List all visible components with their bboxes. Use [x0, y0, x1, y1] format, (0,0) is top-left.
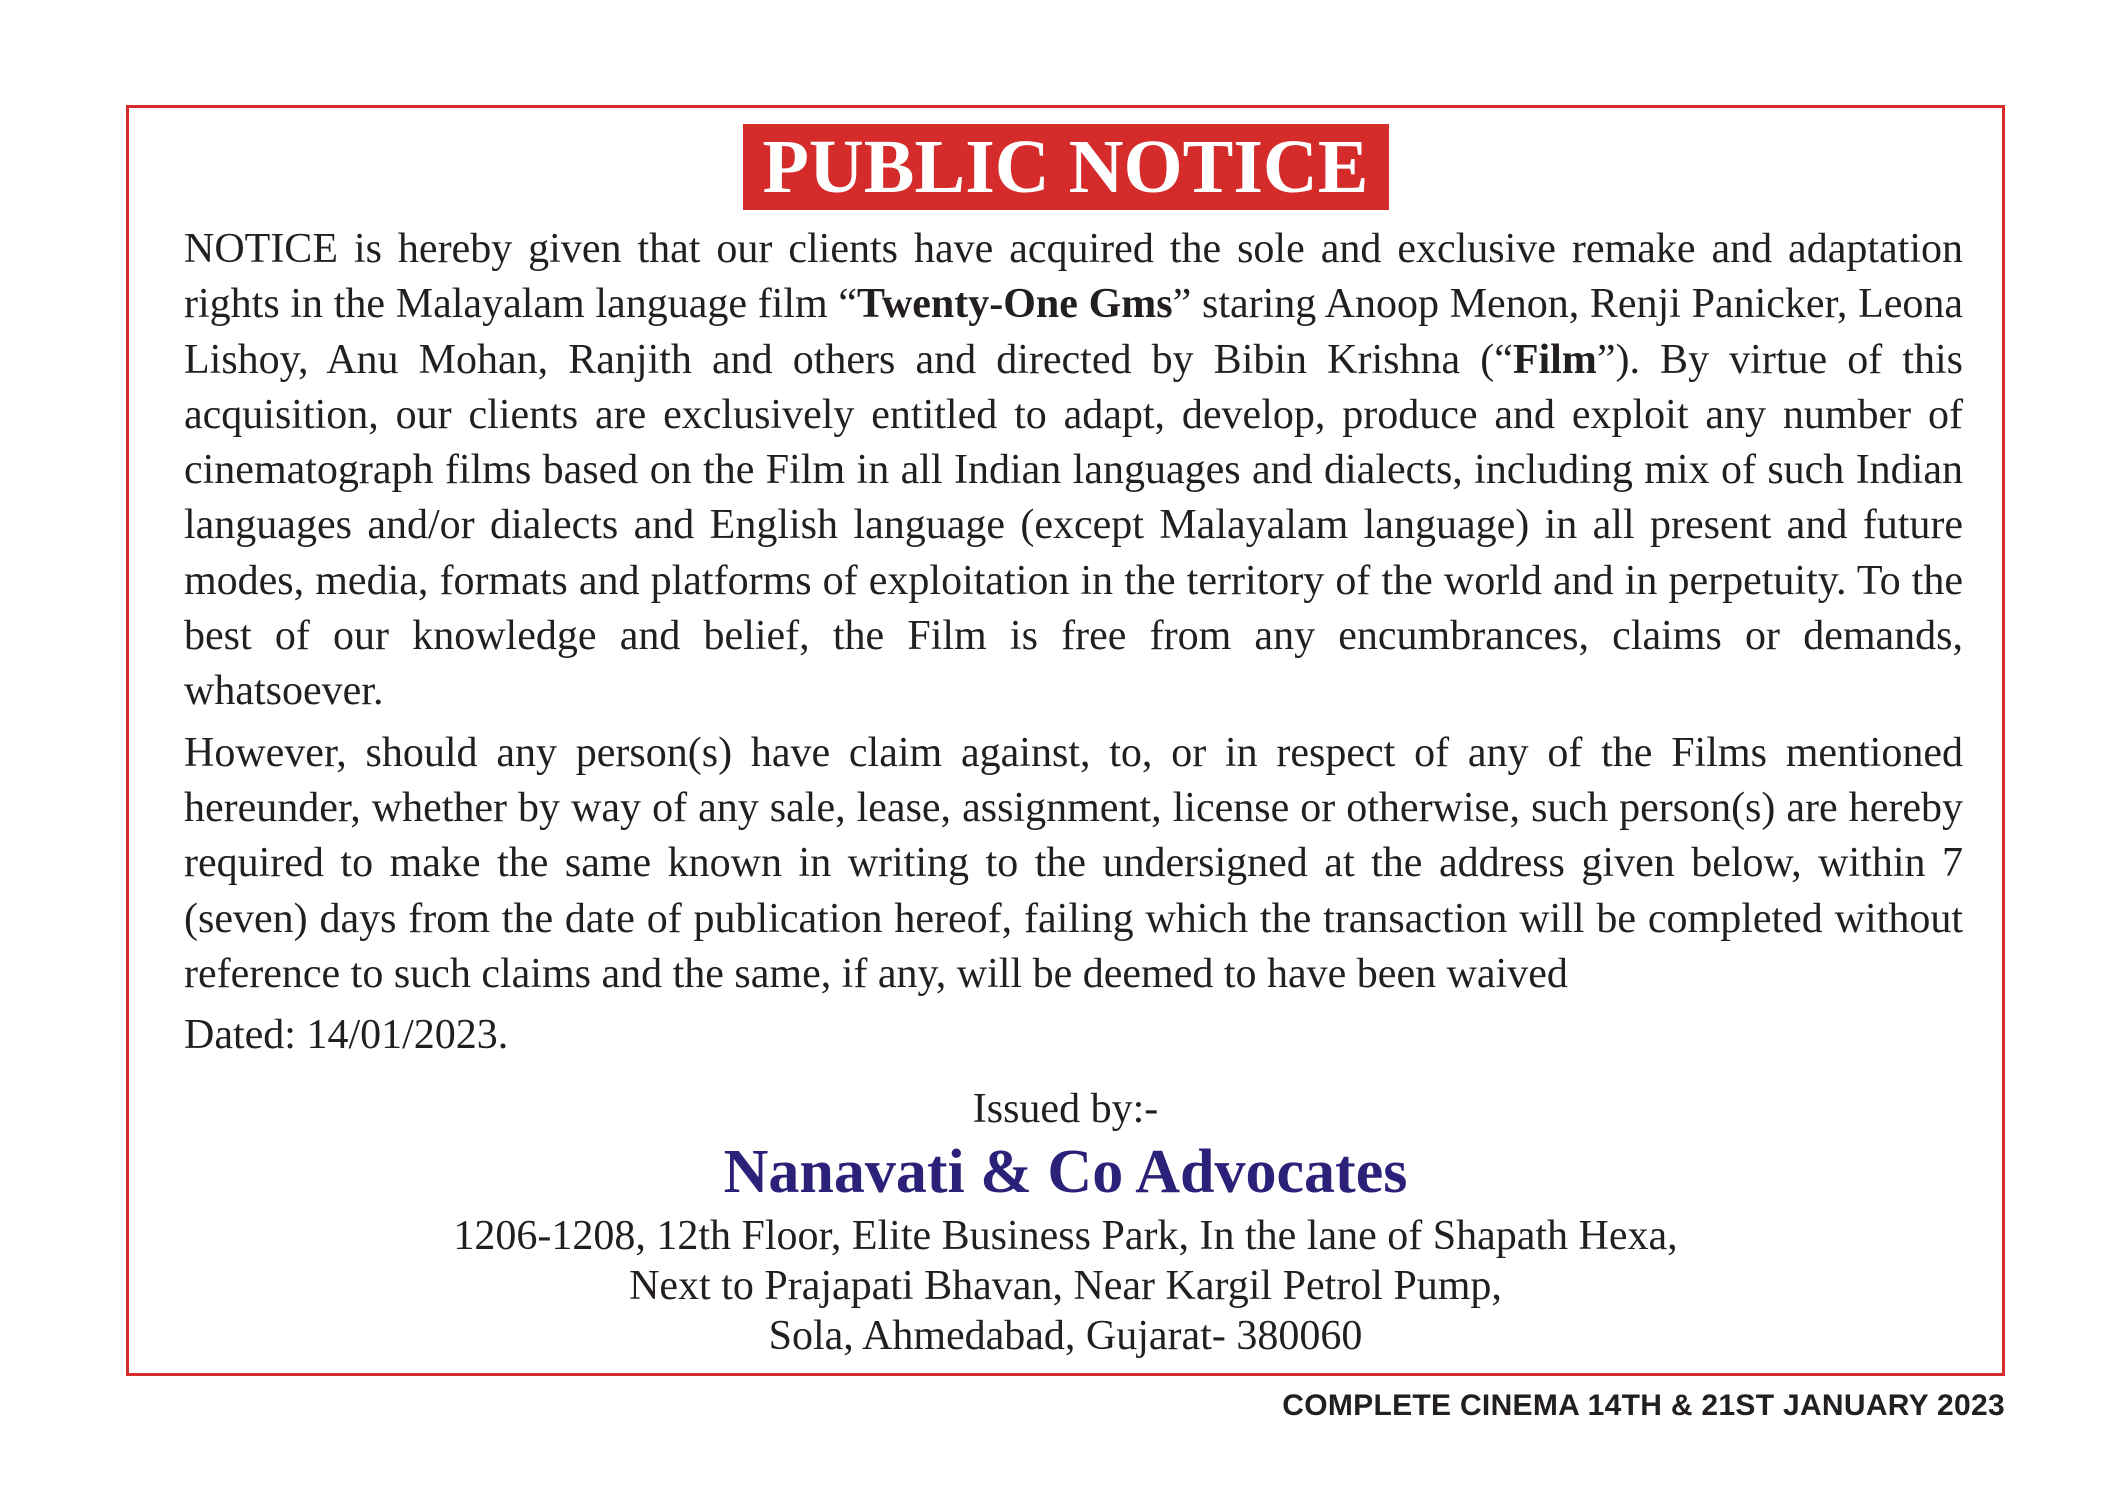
notice-body [184, 222, 1963, 1063]
paragraph-acquisition [184, 222, 1963, 720]
paragraph1-part3: ”). By virtue of this acquisition, our clients are exclusively entitled to adapt, develop, produce and exploit any number of cinematograph films based on the Film in all Indian languages and dialects, including mix of such Indian languages and/or dialects and English language (except Malayalam language) in all present and future modes, media, formats and platforms of exploitation in the territory of the world and in perpetuity. To the best of our knowledge and belief, the Film is free from any encumbrances, claims or demands, whatsoever. [184, 336, 1964, 715]
paragraph-claims: However, should any person(s) have claim against, to, or in respect of any of the Films mentioned hereunder, whether by way of any sale, lease, assignment, license or otherwise, such person(s) are hereby required to make the same known in writing to the undersigned at the address given below, within 7 (seven) days from the date of publication hereof, failing which the transaction will be completed without reference to such claims and the same, if any, will be deemed to have been waived [184, 729, 1963, 997]
firm-name: Nanavati & Co Advocates [723, 1138, 1408, 1206]
notice-title: PUBLIC NOTICE [743, 124, 1389, 210]
title-wrap [129, 124, 2002, 210]
issued-by: Issued by:- [972, 1086, 1159, 1132]
film-term: Film [1512, 336, 1597, 383]
paragraph1-part2: ” staring Anoop Menon, Renji Panicker, Leona Lishoy, Anu Mohan, Ranjith and others and directed by Bibin Krishna (“ [184, 281, 1964, 383]
notice-box [126, 105, 2005, 1376]
paragraph1-part1: NOTICE is hereby given that our clients have acquired the sole and exclusive remake and adaptation rights in the Malayalam language film “ [184, 226, 1963, 328]
firm-address [129, 1211, 2002, 1361]
publication-footer: COMPLETE CINEMA 14TH & 21ST JANUARY 2023 [1282, 1389, 2005, 1422]
film-name: Twenty-One Gms [857, 281, 1173, 328]
address-line-3: Sola, Ahmedabad, Gujarat- 380060 [768, 1313, 1363, 1359]
dated-line: Dated: 14/01/2023. [184, 1012, 509, 1059]
address-line-2: Next to Prajapati Bhavan, Near Kargil Petrol Pump, [629, 1263, 1502, 1309]
address-line-1: 1206-1208, 12th Floor, Elite Business Park, In the lane of Shapath Hexa, [453, 1213, 1678, 1259]
